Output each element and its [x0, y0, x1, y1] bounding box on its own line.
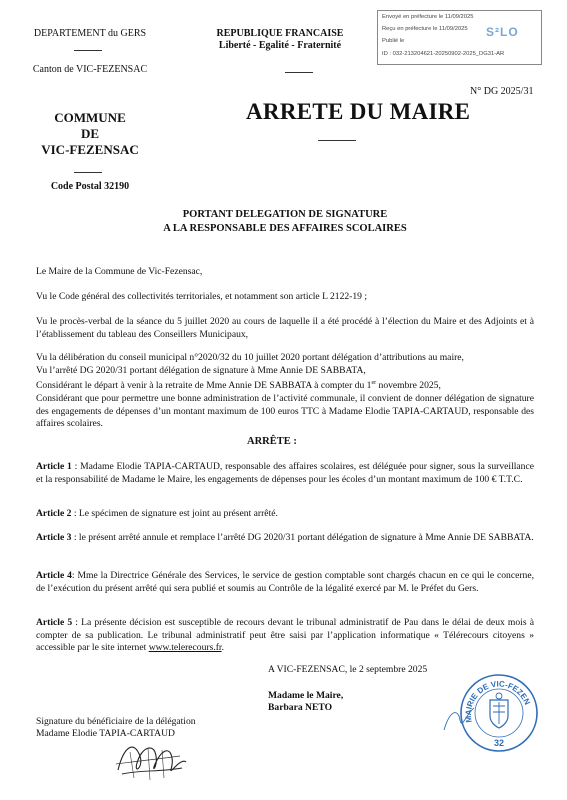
beneficiary-signature-icon: [110, 726, 190, 784]
vu-text-1: Vu le Code général des collectivités territoriales, et notamment son article L 2122-19 ;: [36, 291, 368, 302]
stamp-id-line: ID : 032-213204621-20250902-2025_DG31-AR: [382, 51, 505, 57]
article-5: [36, 617, 534, 655]
place-date: A VIC-FEZENSAC, le 2 septembre 2025: [268, 664, 428, 675]
canton-label: Canton de VIC-FEZENSAC: [32, 64, 148, 75]
article-1-text: : Madame Elodie TAPIA-CARTAUD, responsable des affaires scolaires, est déléguée pour signer, sous la surveillance et la responsabilité de Madame le Maire, les engagements de dépenses pour les écoles d’un montant maximum de 100 € T.T.C.: [36, 461, 534, 485]
vu-text-2: Vu le procès-verbal de la séance du 5 juillet 2020 au cours de laquelle il a été procédé à l’élection du Maire et des Adjoints et à l’établissement du tableau des Conseillers Municipaux,: [36, 316, 534, 340]
vu-paragraph-2: [36, 316, 534, 341]
beneficiary-line2: Madame Elodie TAPIA-CARTAUD: [36, 728, 175, 739]
article-3-label: Article 3: [36, 532, 72, 543]
commune-line2: DE: [80, 126, 100, 141]
divider: [74, 50, 102, 51]
article-1: [36, 461, 534, 486]
intro-text: Le Maire de la Commune de Vic-Fezensac,: [36, 266, 203, 277]
subject-line2: A LA RESPONSABLE DES AFFAIRES SCOLAIRES: [163, 222, 407, 234]
divider: [74, 172, 102, 173]
article-5-text: : La présente décision est susceptible de recours devant le tribunal administratif de Pau dans le délai de deux mois à compter de sa publication. Le tribunal administratif peut être saisi par l’application informatique « Télérecours citoyens » accessible par le site internet: [36, 617, 534, 654]
document-subject: [120, 208, 450, 235]
seal-number: 32: [494, 738, 505, 748]
article-3: [36, 532, 534, 545]
vu-considerant-block: [36, 352, 534, 431]
mayor-signature-icon: [440, 700, 480, 740]
prefecture-stamp-box: [377, 10, 542, 65]
republic-label: REPUBLIQUE FRANCAISE: [216, 28, 344, 39]
article-5-end: .: [221, 642, 224, 654]
article-1-label: Article 1: [36, 461, 72, 472]
document-title: ARRETE DU MAIRE: [246, 99, 471, 124]
mayor-signature-block: [268, 690, 343, 714]
slo-logo: S²LO: [486, 25, 519, 39]
article-4: [36, 570, 534, 595]
mayor-title: Madame le Maire,: [268, 690, 344, 701]
article-2: [36, 508, 534, 521]
telerecours-link[interactable]: www.telerecours.fr: [148, 642, 222, 654]
article-5-label: Article 5: [36, 617, 73, 628]
article-4-label: Article 4: [36, 570, 72, 581]
stamp-sent-line: Envoyé en préfecture le 11/09/2025: [382, 14, 474, 20]
divider: [285, 72, 313, 73]
vu-text-4: Vu l’arrêté DG 2020/31 portant délégation de signature à Mme Annie DE SABBATA,: [36, 364, 366, 376]
considerant-text-1: Considérant le départ à venir à la retraite de Mme Annie DE SABBATA à compter du 1er novembre 2025,: [36, 380, 441, 392]
commune-line3: VIC-FEZENSAC: [41, 142, 139, 157]
vu-text-3: Vu la délibération du conseil municipal n°2020/32 du 10 juillet 2020 portant délégation d’attributions au maire,: [36, 352, 464, 363]
arrete-heading: ARRÊTE :: [247, 436, 297, 447]
commune-name: [30, 110, 150, 158]
article-3-text: : le présent arrêté annule et remplace l’arrêté DG 2020/31 portant délégation de signature à Mme Annie DE SABBATA.: [71, 532, 534, 543]
article-2-label: Article 2: [36, 508, 72, 519]
seal-text: MAIRIE DE VIC-FEZEN: [463, 679, 532, 724]
beneficiary-line1: Signature du bénéficiaire de la délégation: [36, 716, 196, 727]
divider: [318, 140, 356, 141]
article-4-text: : Mme la Directrice Générale des Services, le service de gestion comptable sont chargés chacun en ce qui le concerne, de l’exécution du présent arrêté qui sera publié et soumis au Contrôle de la légalité exercé par M. le Préfet du Gers.: [36, 570, 534, 594]
commune-line1: COMMUNE: [54, 110, 126, 125]
document-number: N° DG 2025/31: [470, 86, 534, 97]
department-label: DEPARTEMENT du GERS: [33, 28, 147, 39]
stamp-published-line: Publié le: [382, 38, 405, 44]
postal-code: Code Postal 32190: [50, 181, 130, 192]
vu-paragraph-1: [36, 291, 534, 304]
mayor-name: Barbara NETO: [268, 702, 333, 713]
article-2-text: : Le spécimen de signature est joint au présent arrêté.: [71, 508, 278, 519]
intro-paragraph: [36, 266, 534, 279]
considerant-text-2: Considérant que pour permettre une bonne administration de l’activité communale, il convient de donner délégation de signature des engagements de dépenses d’un montant maximum de 100 euros TTC à Madame Elodie TAPIA-CARTAUD, responsable des affaires scolaires.: [36, 392, 534, 430]
republic-motto: Liberté - Egalité - Fraternité: [218, 40, 342, 51]
stamp-received-line: Reçu en préfecture le 11/09/2025: [382, 26, 468, 32]
subject-line1: PORTANT DELEGATION DE SIGNATURE: [182, 209, 388, 220]
